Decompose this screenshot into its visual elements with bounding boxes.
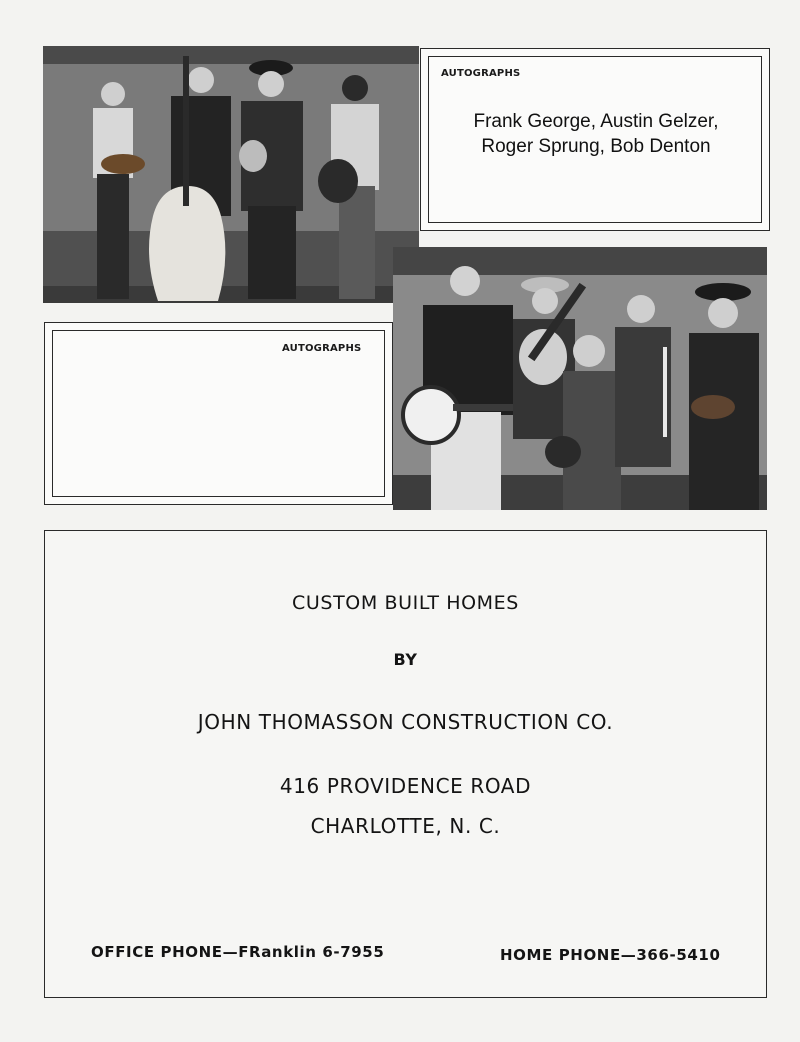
autograph-names — [436, 109, 756, 159]
autographs-box-top — [420, 48, 770, 231]
autograph-names-line1: Frank George, Austin Gelzer, — [473, 111, 719, 132]
autographs-label: AUTOGRAPHS — [282, 343, 362, 354]
ad-home-phone: HOME PHONE—366-5410 — [500, 946, 721, 964]
ad-city: CHARLOTTE, N. C. — [310, 814, 501, 838]
ad-by: BY — [393, 650, 418, 669]
ad-company-name: JOHN THOMASSON CONSTRUCTION CO. — [197, 710, 614, 734]
ad-address: 416 PROVIDENCE ROAD — [279, 774, 532, 798]
autograph-names-line2: Roger Sprung, Bob Denton — [481, 136, 711, 157]
ad-headline: CUSTOM BUILT HOMES — [292, 592, 519, 614]
band-photo-top — [43, 46, 419, 303]
autographs-box-bottom — [44, 322, 393, 505]
autographs-label: AUTOGRAPHS — [441, 68, 521, 79]
advertisement-box — [44, 530, 767, 998]
ad-office-phone: OFFICE PHONE—FRanklin 6-7955 — [91, 943, 385, 961]
band-photo-bottom — [393, 247, 767, 510]
